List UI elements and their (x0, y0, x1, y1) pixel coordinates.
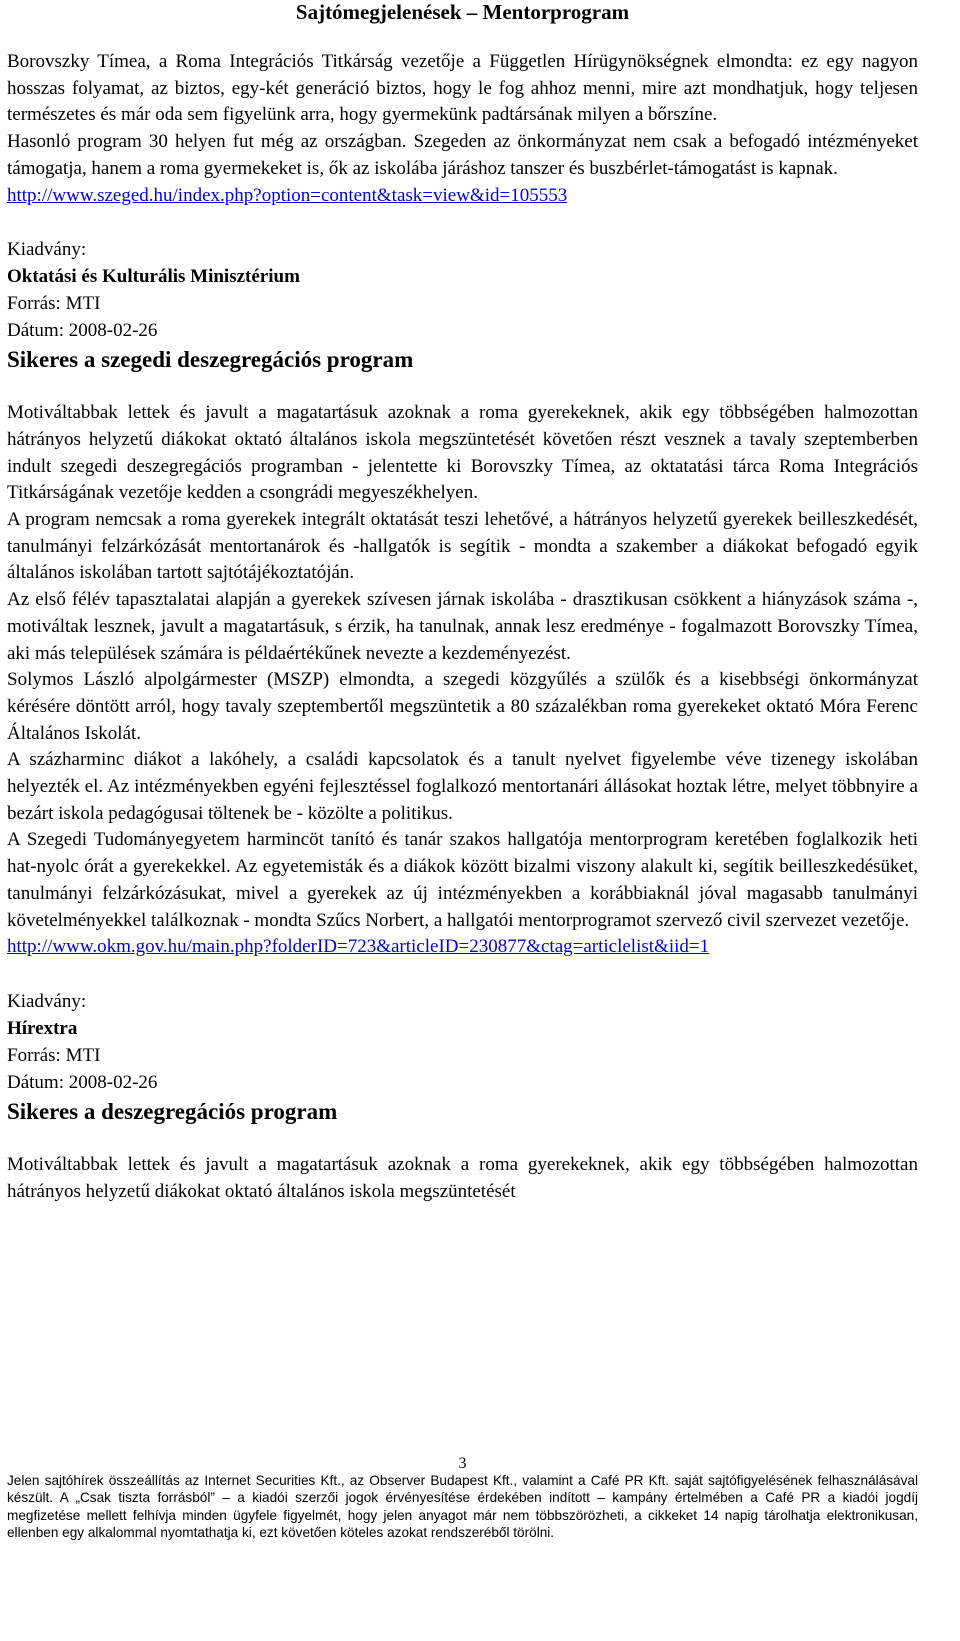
intro-section (7, 49, 918, 209)
article-link-line[interactable] (7, 934, 918, 961)
date-line: Dátum: 2008-02-26 (7, 320, 158, 342)
page-number: 3 (458, 1455, 467, 1472)
spacer (7, 1128, 918, 1152)
intro-link-line[interactable] (7, 183, 918, 210)
intro-paragraph: Borovszky Tímea, a Roma Integrációs Titkárság vezetője a Független Hírügynökségnek elmondta: ez egy nagyon hosszas folyamat, az biztos, egy-két generáció biztos, hogy le fog ahhoz menni, mire azt mondhatjuk, hogy teljesen természetes és már oda sem figyelünk arra, hogy gyermekünk padtársának milyen a bőrszíne. (7, 51, 918, 126)
spacer (7, 961, 918, 988)
publication-name: Hírextra (7, 1017, 78, 1039)
intro-paragraph: Hasonló program 30 helyen fut még az országban. Szegeden az önkormányzat nem csak a befogadó intézményeket támogatja, hanem a roma gyermekeket is, ők az iskolába járáshoz tanszer és buszbérlet-támogatást is kapnak. (7, 131, 918, 179)
article-paragraph: A százharminc diákot a lakóhely, a családi kapcsolatok és a tanult nyelvet figyelembe véve tizenegy iskolában helyezték el. Az intézményekben egyéni fejlesztéssel foglalkozó mentortanári állásokat hoztak létre, melyet többnyire a bezárt iskola pedagógusai töltenek be - közölte a politikus. (7, 749, 918, 824)
document-page (7, 0, 918, 1540)
article-paragraph: A program nemcsak a roma gyerekek integrált oktatását teszi lehetővé, a hátrányos helyzetű gyerekek beilleszkedését, tanulmányi felzárkózását mentortanárok és -hallgatók is segítik - mondta a szakember a diákokat befogadó egyik általános iskolában tartott sajtótájékoztatóján. (7, 509, 918, 584)
article-paragraph: Az első félév tapasztalatai alapján a gyerekek szívesen járnak iskolába - drasztikusan csökkent a hiányzások száma -, motiváltak lesznek, javult a magatartásuk, s érzik, ha tanulnak, annak lesz eredménye - fogalmazott Borovszky Tímea, aki más települések számára is példaértékűnek nevezte a kezdeményezést. (7, 589, 918, 664)
kiadvany-label: Kiadvány: (7, 990, 87, 1012)
source-line: Forrás: MTI (7, 1044, 101, 1066)
page-header: Sajtómegjelenések – Mentorprogram (295, 0, 630, 24)
article-paragraph: A Szegedi Tudományegyetem harmincöt tanító és tanár szakos hallgatója mentorprogram keretében foglalkozik heti hat-nyolc órát a gyerekekkel. Az egyetemisták és a diákok között bizalmi viszony alakult ki, segítik beilleszkedésüket, tanulmányi felzárkózásukat, mivel a gyerekek az új intézményekben a korábbiaknál jóval magasabb tanulmányi követelményekkel találkoznak - mondta Szűcs Norbert, a hallgatói mentorprogramot szervező civil szervezet vezetője. (7, 829, 918, 931)
article-paragraph: Motiváltabbak lettek és javult a magatartásuk azoknak a roma gyerekeknek, akik egy többségében halmozottan hátrányos helyzetű diákokat oktató általános iskola megszüntetését követően részt vesznek a tavaly szeptemberben indult szegedi deszegregációs programban - jelentette ki Borovszky Tímea, az oktatatási tárca Roma Integrációs Titkárságának vezetője kedden a csongrádi megyeszékhelyen. (7, 402, 918, 504)
publication-name: Oktatási és Kulturális Minisztérium (7, 266, 300, 288)
article-paragraph: Motiváltabbak lettek és javult a magatartásuk azoknak a roma gyerekeknek, akik egy többségében halmozottan hátrányos helyzetű diákokat oktató általános iskola megszüntetését (7, 1153, 918, 1202)
intro-source-link[interactable]: http://www.szeged.hu/index.php?option=content&task=view&id=105553 (7, 184, 568, 206)
article-source-link[interactable]: http://www.okm.gov.hu/main.php?folderID=723&articleID=230877&ctag=articlelist&iid=1 (7, 936, 710, 958)
article-1 (7, 236, 918, 961)
page-footer: Jelen sajtóhírek összeállítás az Internet Securities Kft., az Observer Budapest Kft., valamint a Café PR Kft. saját sajtófigyelésének felhasználásával készült. A „Csak tiszta forrásból” – a kiadói szerzői jogok érvényesítése érdekében indított – kampány értelmében a Café PR a kiadói jogdíj megfizetése mellett felhívja minden ügyfele figyelmét, hogy jelen anyagot már nem többszörözheti, a cikkeket 14 napig tárolhatja elektronikusan, ellenben egy alkalommal nyomtathatja ki, ezt követően köteles azokat rendszeréből törölni. (7, 1473, 918, 1540)
spacer (7, 376, 918, 400)
article-paragraph: Solymos László alpolgármester (MSZP) elmondta, a szegedi közgyűlés a szülők és a kisebbségi önkormányzat kérésére döntött arról, hogy tavaly szeptembertől megszüntetik a 80 százalékban roma gyerekeket oktató Móra Ferenc Általános Iskolát. (7, 669, 918, 744)
spacer (7, 209, 918, 236)
article-title: Sikeres a deszegregációs program (7, 1098, 338, 1124)
source-line: Forrás: MTI (7, 293, 101, 315)
article-title: Sikeres a szegedi deszegregációs program (7, 347, 414, 373)
kiadvany-label: Kiadvány: (7, 239, 87, 261)
article-2 (7, 988, 918, 1205)
date-line: Dátum: 2008-02-26 (7, 1071, 158, 1093)
